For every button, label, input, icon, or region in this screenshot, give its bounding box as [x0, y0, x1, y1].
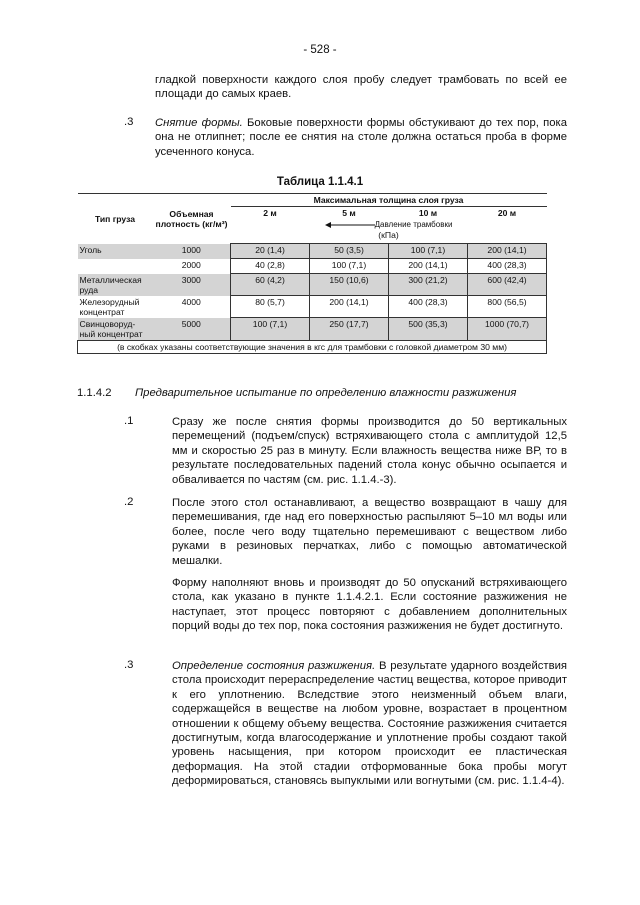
- item-number: .3: [124, 116, 134, 128]
- cell-value: 40 (2,8): [231, 259, 310, 274]
- cell-value: 200 (14,1): [310, 296, 389, 318]
- cell-value: 800 (56,5): [468, 296, 547, 318]
- header-col-10m: 10 м: [418, 208, 438, 218]
- cell-type: Уголь: [78, 244, 153, 259]
- cell-value: 150 (10,6): [310, 274, 389, 296]
- item-paragraph: [155, 116, 567, 159]
- cell-density: 3000: [153, 274, 231, 296]
- cell-type: Свинцоворуд-ный концентрат: [78, 318, 153, 341]
- cell-value: 200 (14,1): [389, 259, 468, 274]
- cell-value: 20 (1,4): [231, 244, 310, 259]
- header-cargo-type: Тип груза: [78, 194, 153, 244]
- cell-type: [78, 259, 153, 274]
- cell-type: Железорудный концентрат: [79, 296, 140, 317]
- intro-paragraph: гладкой поверхности каждого слоя пробу следует трамбовать по всей ее площади до самых краев.: [155, 74, 567, 101]
- item-paragraph: После этого стол останавливают, а вещество возвращают в чашу для перемешивания, где над его поверхностью распыляют 5–10 мл воды или более, после чего воду тщательно перемешивают с веществом либо руками в резиновых перчатках, либо с помощью автоматической мешалки.: [172, 497, 567, 567]
- cell-value: 250 (17,7): [310, 318, 389, 341]
- header-density: Объемная плотность (кг/м³): [153, 194, 231, 244]
- cell-value: 500 (35,3): [389, 318, 468, 341]
- cell-value: 50 (3,5): [310, 244, 389, 259]
- cell-type: Металлическая руда: [78, 274, 153, 296]
- cell-density: 1000: [153, 244, 231, 259]
- item-text: Боковые поверхности формы обстукивают до тех пор, пока она не отлипнет; после ее снятия на столе должна остаться проба в форме усеченного конуса.: [155, 117, 567, 158]
- header-col-5m: 5 м: [342, 208, 356, 218]
- cell-value: 100 (7,1): [231, 318, 310, 341]
- item-title: Снятие формы.: [155, 117, 243, 129]
- cell-value: 80 (5,7): [231, 296, 310, 318]
- pressure-unit: (кПа): [378, 230, 399, 240]
- table-row: [78, 274, 547, 296]
- item-number: .1: [124, 415, 134, 427]
- item-paragraph: Сразу же после снятия формы производится до 50 вертикальных перемещений (подъем/спуск) встряхивающего стола с амплитудой 12,5 мм и скоростью 25 раз в минуту. Если влажность вещества ниже ВР, то в результате последовательных падений стола конус обычно осыпается и обваливается по частям (см. рис. 1.1.4.-3).: [172, 416, 567, 486]
- header-col-2m: 2 м: [263, 208, 277, 218]
- cell-value: 400 (28,3): [389, 296, 468, 318]
- section-title: Предварительное испытание по определению влажности разжижения: [135, 387, 517, 399]
- cell-value: 200 (14,1): [468, 244, 547, 259]
- page-number: - 528 -: [303, 44, 337, 56]
- header-col-20m: 20 м: [497, 208, 517, 218]
- cell-density: 4000: [181, 296, 201, 307]
- cell-value: 600 (42,4): [468, 274, 547, 296]
- table-row: [78, 318, 547, 341]
- cell-value: 300 (21,2): [389, 274, 468, 296]
- cell-density: 2000: [181, 259, 201, 270]
- table-row: [78, 259, 547, 274]
- cell-value: 100 (7,1): [310, 259, 389, 274]
- section-number: 1.1.4.2: [77, 387, 112, 399]
- table-title: Таблица 1.1.4.1: [276, 176, 364, 188]
- arrow-left-icon: [325, 221, 375, 229]
- item-paragraph: Форму наполняют вновь и производят до 50 опусканий встряхивающего стола, как указано в пункте 1.1.4.2.1. Если состояние разжижения не наступает, этот процесс повторяют с добавлением дополнительных порций воды до тех пор, пока состояния разжижения не будет достигнуто.: [172, 577, 567, 633]
- cell-value: 60 (4,2): [231, 274, 310, 296]
- table-row: [78, 244, 547, 259]
- item-paragraph: [172, 659, 567, 789]
- item-text: В результате ударного воздействия стола происходит перераспределение частиц вещества, которое приводит к его уплотнению. Вследствие этого неизменный объем влаги, содержащейся в веществе на любом уровне, возрастает в процентном отношении к общему объему вещества. Состояние разжижения считается достигнутым, когда влагосодержание и уплотнение пробы создают такой уровень насыщения, при котором происходит ее пластическая деформация. На этой стадии отформованные бока пробы могут деформироваться, становясь выпуклыми или вогнутыми (см. рис. 1.1.4-4).: [172, 660, 568, 788]
- cell-value: 100 (7,1): [389, 244, 468, 259]
- table-row: [78, 296, 547, 318]
- header-max-thickness: Максимальная толщина слоя груза: [231, 194, 547, 207]
- pressure-label: Давление трамбовки: [374, 220, 453, 229]
- item-number: .3: [124, 659, 134, 671]
- data-table: [77, 193, 547, 354]
- cell-value: 1000 (70,7): [468, 318, 547, 341]
- item-number: .2: [124, 496, 134, 508]
- item-title: Определение состояния разжижения.: [172, 660, 376, 672]
- pressure-legend: [231, 219, 547, 244]
- table-footnote: (в скобках указаны соответствующие значения в кгс для трамбовки с головкой диаметром 30 мм): [78, 340, 547, 353]
- pressure-arrow: [233, 220, 545, 230]
- cell-density: 5000: [153, 318, 231, 341]
- cell-value: 400 (28,3): [468, 259, 547, 274]
